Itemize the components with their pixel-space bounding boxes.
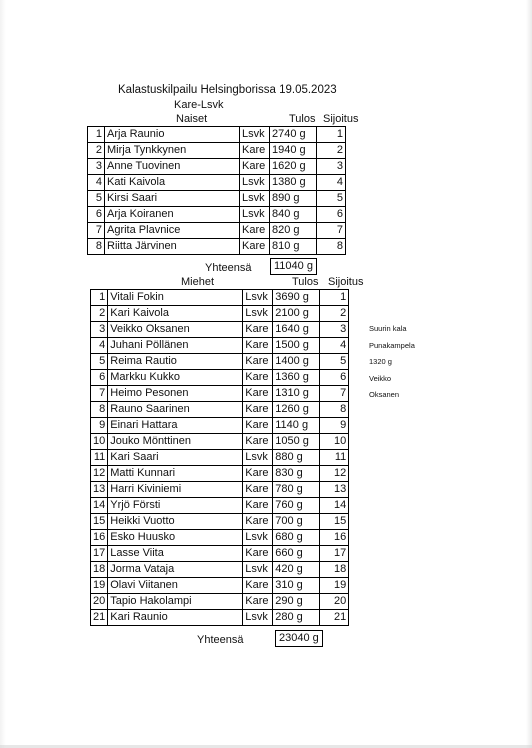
competitor-name-cell: Olavi Viitanen xyxy=(108,578,243,594)
row-number-cell: 9 xyxy=(91,418,108,434)
document-subtitle: Kare-Lsvk xyxy=(174,99,224,111)
row-number-cell: 3 xyxy=(88,159,105,175)
row-number-cell: 7 xyxy=(88,223,105,239)
row-number-cell: 1 xyxy=(91,290,108,306)
side-note-5: Oksanen xyxy=(369,390,400,399)
position-cell: 10 xyxy=(320,434,349,450)
result-cell: 3690 g xyxy=(273,290,320,306)
competitor-name-cell: Veikko Oksanen xyxy=(108,322,243,338)
club-cell: Lsvk xyxy=(243,562,273,578)
men-position-header: Sijoitus xyxy=(328,276,364,288)
club-cell: Kare xyxy=(243,498,273,514)
result-cell: 890 g xyxy=(270,191,317,207)
men-total-value: 23040 g xyxy=(275,630,323,647)
table-row xyxy=(91,306,349,322)
row-number-cell: 3 xyxy=(91,322,108,338)
row-number-cell: 8 xyxy=(91,402,108,418)
competitor-name-cell: Yrjö Försti xyxy=(108,498,243,514)
row-number-cell: 4 xyxy=(88,175,105,191)
result-cell: 660 g xyxy=(273,546,320,562)
result-cell: 820 g xyxy=(270,223,317,239)
women-position-header: Sijoitus xyxy=(323,113,359,125)
competitor-name-cell: Jouko Mönttinen xyxy=(108,434,243,450)
club-cell: Kare xyxy=(243,418,273,434)
position-cell: 4 xyxy=(317,175,346,191)
competitor-name-cell: Einari Hattara xyxy=(108,418,243,434)
women-heading: Naiset xyxy=(176,113,208,125)
position-cell: 13 xyxy=(320,482,349,498)
club-cell: Lsvk xyxy=(243,530,273,546)
result-cell: 2100 g xyxy=(273,306,320,322)
result-cell: 1050 g xyxy=(273,434,320,450)
table-row xyxy=(91,482,349,498)
row-number-cell: 2 xyxy=(91,306,108,322)
table-row xyxy=(91,290,349,306)
competitor-name-cell: Kari Saari xyxy=(108,450,243,466)
club-cell: Lsvk xyxy=(240,127,270,143)
table-row xyxy=(91,514,349,530)
position-cell: 7 xyxy=(320,386,349,402)
club-cell: Kare xyxy=(243,578,273,594)
result-cell: 290 g xyxy=(273,594,320,610)
side-note-3: 1320 g xyxy=(369,357,392,366)
table-row xyxy=(91,370,349,386)
position-cell: 19 xyxy=(320,578,349,594)
men-result-header: Tulos xyxy=(292,276,319,288)
table-row xyxy=(91,354,349,370)
club-cell: Kare xyxy=(240,223,270,239)
table-row xyxy=(88,143,346,159)
row-number-cell: 12 xyxy=(91,466,108,482)
club-cell: Lsvk xyxy=(240,191,270,207)
women-total-label: Yhteensä xyxy=(205,262,252,274)
women-results-table xyxy=(87,126,346,255)
competitor-name-cell: Heikki Vuotto xyxy=(108,514,243,530)
men-total-label: Yhteensä xyxy=(197,634,244,646)
club-cell: Lsvk xyxy=(240,207,270,223)
position-cell: 16 xyxy=(320,530,349,546)
position-cell: 21 xyxy=(320,610,349,626)
position-cell: 8 xyxy=(320,402,349,418)
table-row xyxy=(91,610,349,626)
position-cell: 6 xyxy=(320,370,349,386)
table-row xyxy=(88,159,346,175)
table-row xyxy=(91,466,349,482)
position-cell: 11 xyxy=(320,450,349,466)
club-cell: Kare xyxy=(243,402,273,418)
club-cell: Kare xyxy=(243,322,273,338)
row-number-cell: 10 xyxy=(91,434,108,450)
club-cell: Kare xyxy=(243,434,273,450)
row-number-cell: 16 xyxy=(91,530,108,546)
result-cell: 1360 g xyxy=(273,370,320,386)
competitor-name-cell: Jorma Vataja xyxy=(108,562,243,578)
position-cell: 4 xyxy=(320,338,349,354)
table-row xyxy=(88,191,346,207)
result-cell: 280 g xyxy=(273,610,320,626)
club-cell: Lsvk xyxy=(240,175,270,191)
competitor-name-cell: Arja Raunio xyxy=(105,127,240,143)
row-number-cell: 17 xyxy=(91,546,108,562)
result-cell: 840 g xyxy=(270,207,317,223)
position-cell: 17 xyxy=(320,546,349,562)
women-result-header: Tulos xyxy=(289,113,316,125)
table-row xyxy=(91,594,349,610)
club-cell: Kare xyxy=(243,546,273,562)
position-cell: 5 xyxy=(317,191,346,207)
row-number-cell: 14 xyxy=(91,498,108,514)
table-row xyxy=(91,418,349,434)
row-number-cell: 6 xyxy=(88,207,105,223)
position-cell: 2 xyxy=(317,143,346,159)
competitor-name-cell: Harri Kiviniemi xyxy=(108,482,243,498)
club-cell: Kare xyxy=(240,159,270,175)
competitor-name-cell: Vitali Fokin xyxy=(108,290,243,306)
position-cell: 8 xyxy=(317,239,346,255)
competitor-name-cell: Reima Rautio xyxy=(108,354,243,370)
row-number-cell: 4 xyxy=(91,338,108,354)
position-cell: 2 xyxy=(320,306,349,322)
table-row xyxy=(91,322,349,338)
competitor-name-cell: Heimo Pesonen xyxy=(108,386,243,402)
club-cell: Kare xyxy=(243,370,273,386)
table-row xyxy=(88,239,346,255)
result-cell: 1310 g xyxy=(273,386,320,402)
table-row xyxy=(88,223,346,239)
result-cell: 1640 g xyxy=(273,322,320,338)
table-row xyxy=(91,578,349,594)
row-number-cell: 1 xyxy=(88,127,105,143)
women-total-value: 11040 g xyxy=(270,258,317,275)
position-cell: 1 xyxy=(317,127,346,143)
competitor-name-cell: Kari Raunio xyxy=(108,610,243,626)
position-cell: 5 xyxy=(320,354,349,370)
side-note-2: Punakampela xyxy=(369,341,415,350)
result-cell: 1400 g xyxy=(273,354,320,370)
club-cell: Kare xyxy=(243,482,273,498)
men-results-table xyxy=(90,289,349,626)
position-cell: 3 xyxy=(317,159,346,175)
result-cell: 1500 g xyxy=(273,338,320,354)
club-cell: Kare xyxy=(243,386,273,402)
row-number-cell: 8 xyxy=(88,239,105,255)
competitor-name-cell: Tapio Hakolampi xyxy=(108,594,243,610)
result-cell: 310 g xyxy=(273,578,320,594)
position-cell: 7 xyxy=(317,223,346,239)
club-cell: Kare xyxy=(243,354,273,370)
row-number-cell: 7 xyxy=(91,386,108,402)
competitor-name-cell: Juhani Pöllänen xyxy=(108,338,243,354)
result-cell: 1940 g xyxy=(270,143,317,159)
table-row xyxy=(91,402,349,418)
competitor-name-cell: Esko Huusko xyxy=(108,530,243,546)
club-cell: Lsvk xyxy=(243,610,273,626)
table-row xyxy=(91,450,349,466)
club-cell: Kare xyxy=(243,466,273,482)
club-cell: Kare xyxy=(243,594,273,610)
row-number-cell: 5 xyxy=(88,191,105,207)
row-number-cell: 2 xyxy=(88,143,105,159)
competitor-name-cell: Agrita Plavnice xyxy=(105,223,240,239)
table-row xyxy=(91,562,349,578)
table-row xyxy=(88,207,346,223)
side-note-1: Suurin kala xyxy=(369,324,407,333)
position-cell: 18 xyxy=(320,562,349,578)
table-row xyxy=(91,530,349,546)
competitor-name-cell: Kari Kaivola xyxy=(108,306,243,322)
club-cell: Kare xyxy=(240,143,270,159)
position-cell: 20 xyxy=(320,594,349,610)
row-number-cell: 19 xyxy=(91,578,108,594)
result-cell: 880 g xyxy=(273,450,320,466)
row-number-cell: 21 xyxy=(91,610,108,626)
table-row xyxy=(91,498,349,514)
position-cell: 1 xyxy=(320,290,349,306)
position-cell: 6 xyxy=(317,207,346,223)
position-cell: 12 xyxy=(320,466,349,482)
competitor-name-cell: Kati Kaivola xyxy=(105,175,240,191)
table-row xyxy=(91,338,349,354)
men-heading: Miehet xyxy=(181,276,215,288)
document-title: Kalastuskilpailu Helsingborissa 19.05.2023 xyxy=(118,84,337,96)
position-cell: 15 xyxy=(320,514,349,530)
table-row xyxy=(91,546,349,562)
result-cell: 1380 g xyxy=(270,175,317,191)
club-cell: Kare xyxy=(243,514,273,530)
row-number-cell: 15 xyxy=(91,514,108,530)
result-cell: 420 g xyxy=(273,562,320,578)
competitor-name-cell: Lasse Viita xyxy=(108,546,243,562)
club-cell: Lsvk xyxy=(243,450,273,466)
table-row xyxy=(88,127,346,143)
table-row xyxy=(88,175,346,191)
result-cell: 2740 g xyxy=(270,127,317,143)
competitor-name-cell: Anne Tuovinen xyxy=(105,159,240,175)
position-cell: 14 xyxy=(320,498,349,514)
row-number-cell: 13 xyxy=(91,482,108,498)
result-cell: 1140 g xyxy=(273,418,320,434)
competitor-name-cell: Mirja Tynkkynen xyxy=(105,143,240,159)
competitor-name-cell: Matti Kunnari xyxy=(108,466,243,482)
club-cell: Kare xyxy=(243,338,273,354)
position-cell: 9 xyxy=(320,418,349,434)
result-cell: 830 g xyxy=(273,466,320,482)
side-note-4: Veikko xyxy=(369,374,392,383)
result-cell: 700 g xyxy=(273,514,320,530)
club-cell: Lsvk xyxy=(243,306,273,322)
result-cell: 680 g xyxy=(273,530,320,546)
competitor-name-cell: Markku Kukko xyxy=(108,370,243,386)
result-cell: 810 g xyxy=(270,239,317,255)
club-cell: Kare xyxy=(240,239,270,255)
competitor-name-cell: Arja Koiranen xyxy=(105,207,240,223)
competitor-name-cell: Kirsi Saari xyxy=(105,191,240,207)
row-number-cell: 6 xyxy=(91,370,108,386)
result-cell: 780 g xyxy=(273,482,320,498)
row-number-cell: 18 xyxy=(91,562,108,578)
club-cell: Lsvk xyxy=(243,290,273,306)
row-number-cell: 5 xyxy=(91,354,108,370)
result-cell: 760 g xyxy=(273,498,320,514)
table-row xyxy=(91,386,349,402)
competitor-name-cell: Rauno Saarinen xyxy=(108,402,243,418)
result-cell: 1260 g xyxy=(273,402,320,418)
result-cell: 1620 g xyxy=(270,159,317,175)
row-number-cell: 11 xyxy=(91,450,108,466)
position-cell: 3 xyxy=(320,322,349,338)
competitor-name-cell: Riitta Järvinen xyxy=(105,239,240,255)
table-row xyxy=(91,434,349,450)
row-number-cell: 20 xyxy=(91,594,108,610)
